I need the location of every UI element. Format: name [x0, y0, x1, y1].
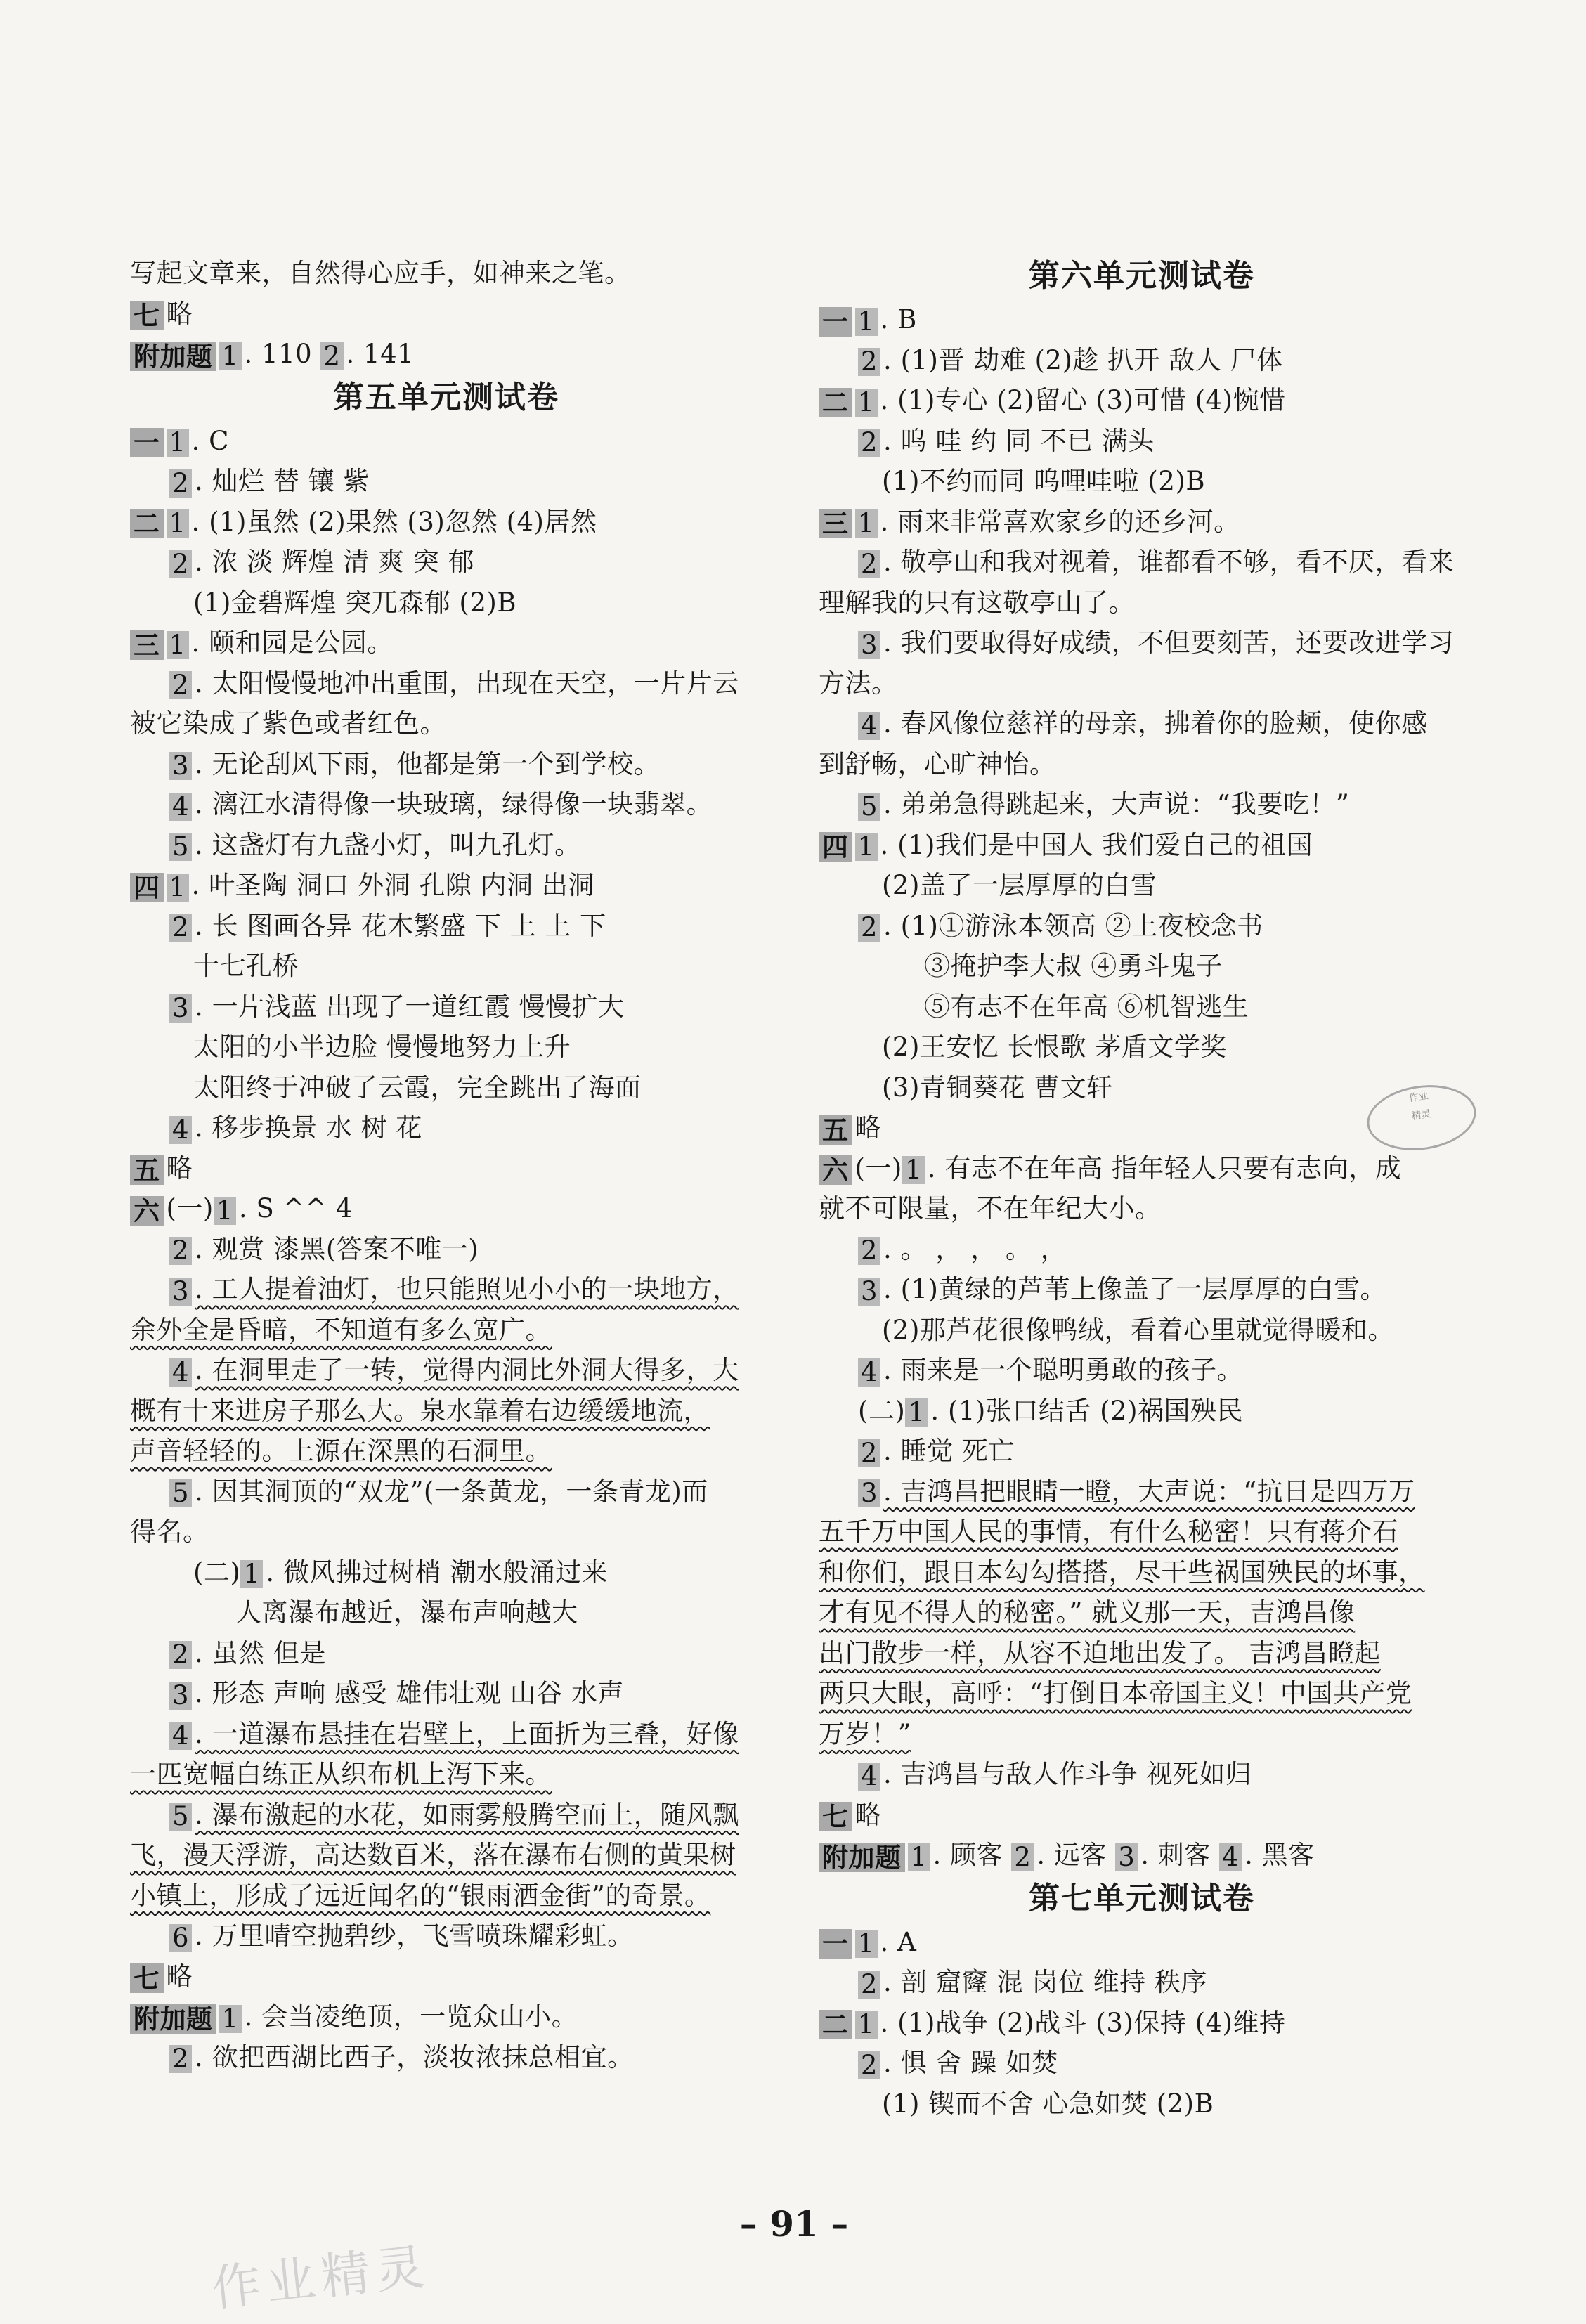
answer-line	[130, 1835, 762, 1876]
answer-text: (1)金碧辉煌 突兀森郁 (2)B	[193, 587, 517, 618]
question-number: 2	[169, 550, 192, 578]
answer-text: . 移步换景 水 树 花	[195, 1112, 422, 1143]
answer-text: . 无论刮风下雨，他都是第一个到学校。	[195, 748, 661, 779]
answer-line	[130, 1754, 762, 1795]
section-title: 第七单元测试卷	[1029, 1880, 1255, 1916]
answer-text: . 敬亭山和我对视着，谁都看不够，看不厌，看来	[883, 547, 1455, 577]
answer-text: . 睡觉 死亡	[883, 1436, 1015, 1466]
answer-line	[819, 1391, 1465, 1432]
question-number: 2	[169, 1237, 192, 1265]
answer-text: . (1)专心 (2)留心 (3)可惜 (4)惋惜	[880, 385, 1286, 415]
answer-text: . (1)①游泳本领高 ②上夜校念书	[883, 910, 1263, 941]
answer-text: . 灿烂 替 镶 紫	[195, 466, 370, 496]
answer-text: 小镇上，形成了远近闻名的“银雨洒金街”的奇景。	[130, 1880, 711, 1911]
answer-text: . 呜 哇 约 同 不已 满头	[883, 425, 1155, 456]
answer-text: . 形态 声响 感受 雄伟壮观 山谷 水声	[195, 1678, 624, 1708]
answer-line	[130, 703, 762, 744]
question-number: 3	[169, 994, 192, 1023]
answer-text: . B	[880, 304, 917, 335]
answer-text: (2)那芦花很像鸭绒，看着心里就觉得暖和。	[882, 1314, 1394, 1345]
answer-line	[130, 1391, 762, 1432]
answer-text: . 漓江水清得像一块玻璃，绿得像一块翡翠。	[195, 789, 713, 819]
answer-line	[819, 502, 1465, 543]
answer-text: . 观赏 漆黑(答案不唯一)	[195, 1233, 479, 1264]
answer-text: 略	[166, 298, 193, 329]
answer-line	[130, 1714, 762, 1755]
answer-text: . 万里晴空抛碧纱，飞雪喷珠耀彩虹。	[195, 1921, 634, 1951]
question-number: 1	[167, 631, 189, 659]
answer-text: . 因其洞顶的“双龙”(一条黄龙，一条青龙)而	[195, 1476, 708, 1507]
answer-text: . 黑客	[1244, 1840, 1315, 1870]
question-tag: 二	[819, 388, 852, 417]
answer-line	[130, 987, 762, 1027]
question-number: 2	[858, 1237, 880, 1265]
answer-line	[819, 1148, 1465, 1189]
question-number: 1	[905, 1398, 928, 1427]
question-tag: 六	[130, 1196, 164, 1226]
answer-text: . 吉鸿昌与敌人作斗争 视死如归	[883, 1759, 1252, 1789]
answer-text: . 我们要取得好成绩，不但要刻苦，还要改进学习	[883, 628, 1455, 658]
answer-line	[130, 1229, 762, 1270]
answer-line	[130, 946, 762, 987]
answer-text: 出门散步一样，从容不迫地出发了。 吉鸿昌瞪起	[819, 1637, 1381, 1668]
answer-text: . 叶圣陶 洞口 外洞 孔隙 内洞 出洞	[191, 870, 594, 900]
answer-line	[819, 1552, 1465, 1593]
answer-text: . (1)张口结舌 (2)祸国殃民	[930, 1395, 1244, 1426]
question-number: 1	[855, 308, 878, 336]
question-number: 1	[240, 1560, 263, 1588]
answer-text: (1) 锲而不舍 心急如焚 (2)B	[882, 2088, 1214, 2119]
answer-line	[130, 1916, 762, 1956]
question-number: 2	[169, 914, 192, 942]
question-number: 1	[167, 429, 189, 457]
answer-line	[130, 253, 762, 294]
question-number: 1	[219, 342, 242, 370]
answer-line	[819, 421, 1465, 462]
answer-line	[130, 461, 762, 502]
question-number: 3	[858, 631, 880, 659]
answer-text: 余外全是昏暗，不知道有多么宽广。	[130, 1314, 552, 1345]
question-number: 1	[855, 509, 878, 538]
answer-text: (2)王安忆 长恨歌 茅盾文学奖	[882, 1032, 1227, 1062]
question-number: 2	[858, 550, 880, 578]
answer-text: . C	[191, 425, 229, 456]
answer-text: . 虽然 但是	[195, 1637, 326, 1668]
answer-text: 概有十来进房子那么大。泉水靠着右边缓缓地流，	[130, 1395, 710, 1426]
question-tag: 二	[819, 2010, 852, 2039]
answer-text: ③掩护李大叔 ④勇斗鬼子	[924, 951, 1223, 981]
answer-line	[130, 784, 762, 825]
answer-text: 和你们，跟日本勾勾搭搭，尽干些祸国殃民的坏事，	[819, 1557, 1425, 1588]
answer-text: . 长 图画各异 花木繁盛 下 上 上 下	[195, 910, 606, 941]
answer-line	[130, 1027, 762, 1067]
answer-text: . 太阳慢慢地冲出重围，出现在天空，一片片云	[195, 668, 739, 699]
answer-text: 得名。	[130, 1517, 209, 1547]
answer-line	[819, 1027, 1465, 1067]
question-number: 3	[169, 752, 192, 780]
question-tag: 七	[819, 1802, 852, 1831]
question-tag: 附加题	[819, 1843, 905, 1872]
question-number: 3	[1115, 1843, 1138, 1871]
answer-line	[819, 1188, 1465, 1229]
question-tag: 六	[819, 1155, 852, 1185]
question-number: 1	[855, 2011, 878, 2039]
answer-text: 略	[854, 1112, 881, 1143]
answer-line	[819, 1310, 1465, 1351]
answer-text: 万岁！”	[819, 1718, 911, 1749]
answer-text: (2)盖了一层厚厚的白雪	[882, 870, 1157, 900]
answer-line	[130, 1269, 762, 1310]
answer-line	[819, 1962, 1465, 2003]
answer-text: . 瀑布激起的水花，如雨雾般腾空而上，随风飘	[195, 1799, 739, 1830]
answer-text: 人离瀑布越近，瀑布声响越大	[235, 1597, 578, 1628]
question-number: 2	[169, 671, 192, 699]
answer-text: . (1)虽然 (2)果然 (3)忽然 (4)居然	[191, 506, 597, 537]
answer-line	[819, 987, 1465, 1027]
answer-line	[819, 1795, 1465, 1836]
answer-line	[130, 1997, 762, 2037]
answer-line	[819, 1512, 1465, 1552]
answer-text: . 雨来非常喜欢家乡的还乡河。	[880, 506, 1240, 537]
answer-line	[819, 2084, 1465, 2124]
answer-text: 写起文章来，自然得心应手，如神来之笔。	[130, 258, 631, 288]
watermark-logo: 作业精灵	[209, 2237, 434, 2318]
answer-line	[130, 502, 762, 543]
answer-line	[819, 1835, 1465, 1876]
subsection-label: (一)	[854, 1153, 902, 1183]
answer-line	[819, 1269, 1465, 1310]
answer-line	[819, 583, 1465, 623]
section-title: 第六单元测试卷	[1029, 258, 1255, 294]
answer-line	[130, 1876, 762, 1916]
answer-text: 理解我的只有这敬亭山了。	[819, 587, 1135, 618]
question-tag: 附加题	[130, 2004, 216, 2034]
answer-line	[130, 1633, 762, 1674]
answer-text: 略	[166, 1153, 193, 1183]
answer-line	[819, 906, 1465, 947]
question-number: 4	[858, 1763, 880, 1791]
question-number: 1	[219, 2005, 242, 2033]
subsection-label: (一)	[166, 1193, 214, 1223]
question-tag: 一	[130, 428, 164, 457]
answer-text: . 远客	[1036, 1840, 1116, 1870]
answer-text: . 弟弟急得跳起来，大声说：“我要吃！”	[883, 789, 1350, 819]
answer-line	[130, 1472, 762, 1512]
answer-text: . 微风拂过树梢 潮水般涌过来	[266, 1557, 609, 1588]
question-number: 5	[169, 833, 192, 861]
question-number: 2	[858, 2051, 880, 2079]
answer-line	[130, 1956, 762, 1997]
answer-line	[819, 2043, 1465, 2084]
question-tag: 四	[130, 873, 164, 902]
answer-text: 五千万中国人民的事情，有什么秘密！只有蒋介石	[819, 1517, 1398, 1547]
answer-text: 略	[166, 1961, 193, 1992]
question-number: 4	[858, 712, 880, 740]
answer-text: . 110	[244, 339, 321, 369]
answer-line	[130, 334, 762, 375]
answer-text: 太阳的小半边脸 慢慢地努力上升	[193, 1032, 571, 1062]
answer-text: . (1)晋 劫难 (2)趁 扒开 敌人 尸体	[883, 344, 1283, 375]
question-tag: 五	[819, 1115, 852, 1145]
answer-line	[819, 865, 1465, 906]
answer-line	[819, 703, 1465, 744]
question-tag: 一	[819, 307, 852, 337]
answer-line	[130, 744, 762, 785]
answer-text: . 一片浅蓝 出现了一道红霞 慢慢扩大	[195, 991, 625, 1022]
answer-text: . 会当凌绝顶，一览众山小。	[244, 2001, 578, 2032]
question-tag: 七	[130, 1963, 164, 1993]
answer-line	[130, 1148, 762, 1189]
question-tag: 三	[819, 509, 852, 538]
answer-text: 飞，漫天浮游，高达数百米，落在瀑布右侧的黄果树	[130, 1840, 736, 1870]
answer-line	[130, 825, 762, 866]
answer-line	[130, 1310, 762, 1351]
answer-text: . 这盏灯有九盏小灯，叫九孔灯。	[195, 829, 581, 860]
question-number: 1	[855, 389, 878, 417]
answer-line	[130, 542, 762, 583]
answer-text: . (1)黄绿的芦苇上像盖了一层厚厚的白雪。	[883, 1274, 1386, 1304]
question-number: 3	[169, 1278, 192, 1306]
question-number: 3	[858, 1278, 880, 1306]
question-tag: 附加题	[130, 342, 216, 371]
answer-line	[130, 1512, 762, 1552]
answer-line	[819, 1229, 1465, 1270]
answer-text: . 惧 舍 躁 如焚	[883, 2048, 1058, 2078]
answer-text: . (1)我们是中国人 我们爱自己的祖国	[880, 829, 1313, 860]
question-number: 5	[169, 1479, 192, 1507]
question-number: 2	[858, 1439, 880, 1467]
answer-line	[819, 784, 1465, 825]
answer-text: . 。 ， ， 。 ，	[883, 1233, 1067, 1264]
question-number: 3	[858, 1479, 880, 1507]
answer-line	[130, 1108, 762, 1148]
answer-line	[819, 1431, 1465, 1472]
answer-line	[819, 380, 1465, 421]
answer-text: . 颐和园是公园。	[191, 628, 394, 658]
answer-text: . 欲把西湖比西子，淡妆浓抹总相宜。	[195, 2041, 634, 2072]
stamp-line1: 作业	[1408, 1090, 1429, 1105]
page-number: – 91 –	[739, 2203, 849, 2245]
answer-text: 略	[854, 1799, 881, 1830]
right-column	[819, 253, 1465, 2124]
question-number: 4	[858, 1358, 880, 1387]
question-number: 5	[169, 1803, 192, 1831]
answer-text: (3)青铜葵花 曹文轩	[882, 1072, 1113, 1103]
question-tag: 七	[130, 301, 164, 330]
answer-text: . 在洞里走了一转，觉得内洞比外洞大得多，大	[195, 1355, 739, 1385]
answer-text: . (1)战争 (2)战斗 (3)保持 (4)维持	[880, 2007, 1286, 2038]
question-number: 1	[855, 1930, 878, 1958]
answer-line	[130, 1592, 762, 1633]
answer-line	[130, 583, 762, 623]
answer-text: . 吉鸿昌把眼睛一瞪，大声说：“抗日是四万万	[883, 1476, 1415, 1507]
answer-line	[130, 1350, 762, 1391]
answer-line	[130, 663, 762, 704]
question-tag: 二	[130, 509, 164, 538]
answer-text: 方法。	[819, 668, 898, 699]
answer-text: . 浓 淡 辉煌 清 爽 突 郁	[195, 547, 475, 577]
question-number: 4	[1219, 1843, 1242, 1871]
answer-line	[130, 1795, 762, 1836]
question-number: 2	[1011, 1843, 1034, 1871]
question-tag: 四	[819, 832, 852, 862]
answer-text: . 刺客	[1140, 1840, 1220, 1870]
question-number: 4	[169, 1358, 192, 1387]
question-number: 5	[858, 793, 880, 821]
answer-line	[819, 946, 1465, 987]
stamp-line2: 精灵	[1410, 1108, 1432, 1122]
question-tag: 五	[130, 1155, 164, 1185]
answer-line	[130, 421, 762, 462]
question-number: 1	[167, 874, 189, 902]
answer-line	[819, 340, 1465, 381]
answer-text: . 有志不在年高 指年轻人只要有志向，成	[927, 1153, 1402, 1183]
answer-line	[819, 1472, 1465, 1512]
answer-line	[819, 299, 1465, 340]
answer-line	[819, 1633, 1465, 1674]
question-number: 4	[169, 1116, 192, 1144]
answer-line	[130, 1188, 762, 1229]
question-number: 1	[167, 509, 189, 538]
answer-text: 被它染成了紫色或者红色。	[130, 708, 446, 739]
answer-line	[819, 663, 1465, 704]
question-number: 2	[858, 1971, 880, 1999]
answer-text: . 剖 窟窿 混 岗位 维持 秩序	[883, 1967, 1207, 1997]
answer-text: 一匹宽幅白练正从织布机上泻下来。	[130, 1759, 552, 1789]
subsection-label: (二)	[193, 1557, 241, 1588]
answer-text: 太阳终于冲破了云霞，完全跳出了海面	[193, 1072, 642, 1103]
question-number: 2	[169, 469, 192, 498]
question-number: 2	[169, 2045, 192, 2073]
answer-text: . 一道瀑布悬挂在岩壁上，上面折为三叠，好像	[195, 1718, 739, 1749]
answer-text: 十七孔桥	[193, 951, 299, 981]
question-number: 2	[858, 914, 880, 942]
answer-line	[130, 1673, 762, 1714]
answer-text: . 工人提着油灯，也只能照见小小的一块地方，	[195, 1274, 739, 1304]
answer-text: 就不可限量，不在年纪大小。	[819, 1193, 1162, 1223]
question-number: 1	[855, 833, 878, 861]
question-number: 1	[214, 1197, 236, 1225]
question-number: 6	[169, 1924, 192, 1952]
answer-text: 两只大眼，高呼：“打倒日本帝国主义！中国共产党	[819, 1678, 1412, 1708]
answer-text: . 141	[346, 339, 415, 369]
answer-line	[819, 1754, 1465, 1795]
answer-line	[819, 1350, 1465, 1391]
question-number: 3	[169, 1682, 192, 1710]
question-number: 4	[169, 793, 192, 821]
answer-line	[819, 744, 1465, 785]
question-number: 4	[169, 1722, 192, 1750]
answer-line	[130, 1431, 762, 1472]
answer-text: 声音轻轻的。上源在深黑的石洞里。	[130, 1436, 552, 1466]
answer-text: . 顾客	[932, 1840, 1012, 1870]
answer-text: 到舒畅，心旷神怡。	[819, 748, 1056, 779]
answer-line	[819, 1714, 1465, 1755]
answer-line	[819, 2003, 1465, 2044]
answer-text: . S ^^ 4	[238, 1193, 353, 1223]
answer-line	[819, 461, 1465, 502]
answer-line	[819, 1922, 1465, 1963]
answer-text: 才有见不得人的秘密。” 就义那一天，吉鸿昌像	[819, 1597, 1356, 1628]
answer-text: ⑤有志不在年高 ⑥机智逃生	[924, 991, 1249, 1022]
answer-line	[819, 1673, 1465, 1714]
answer-line	[130, 1552, 762, 1593]
answer-line	[819, 825, 1465, 866]
answer-text: . 雨来是一个聪明勇敢的孩子。	[883, 1355, 1244, 1385]
answer-line	[130, 1067, 762, 1108]
answer-line	[819, 623, 1465, 663]
question-tag: 三	[130, 630, 164, 660]
left-column	[130, 253, 762, 2077]
answer-line	[130, 623, 762, 663]
question-number: 2	[320, 342, 343, 370]
question-number: 2	[858, 429, 880, 457]
answer-line	[130, 2037, 762, 2078]
question-number: 2	[858, 348, 880, 376]
subsection-label: (二)	[858, 1395, 906, 1426]
section-title: 第五单元测试卷	[333, 379, 559, 415]
question-number: 1	[902, 1156, 925, 1184]
answer-text: . 春风像位慈祥的母亲，拂着你的脸颊，使你感	[883, 708, 1428, 739]
answer-text: (1)不约而同 呜哩哇啦 (2)B	[882, 466, 1206, 496]
question-number: 2	[169, 1641, 192, 1669]
answer-line	[130, 294, 762, 335]
answer-line	[819, 1592, 1465, 1633]
answer-line	[819, 542, 1465, 583]
answer-line	[130, 906, 762, 947]
answer-text: . A	[880, 1926, 917, 1957]
question-number: 1	[908, 1843, 930, 1871]
answer-line	[130, 865, 762, 906]
question-tag: 一	[819, 1929, 852, 1959]
